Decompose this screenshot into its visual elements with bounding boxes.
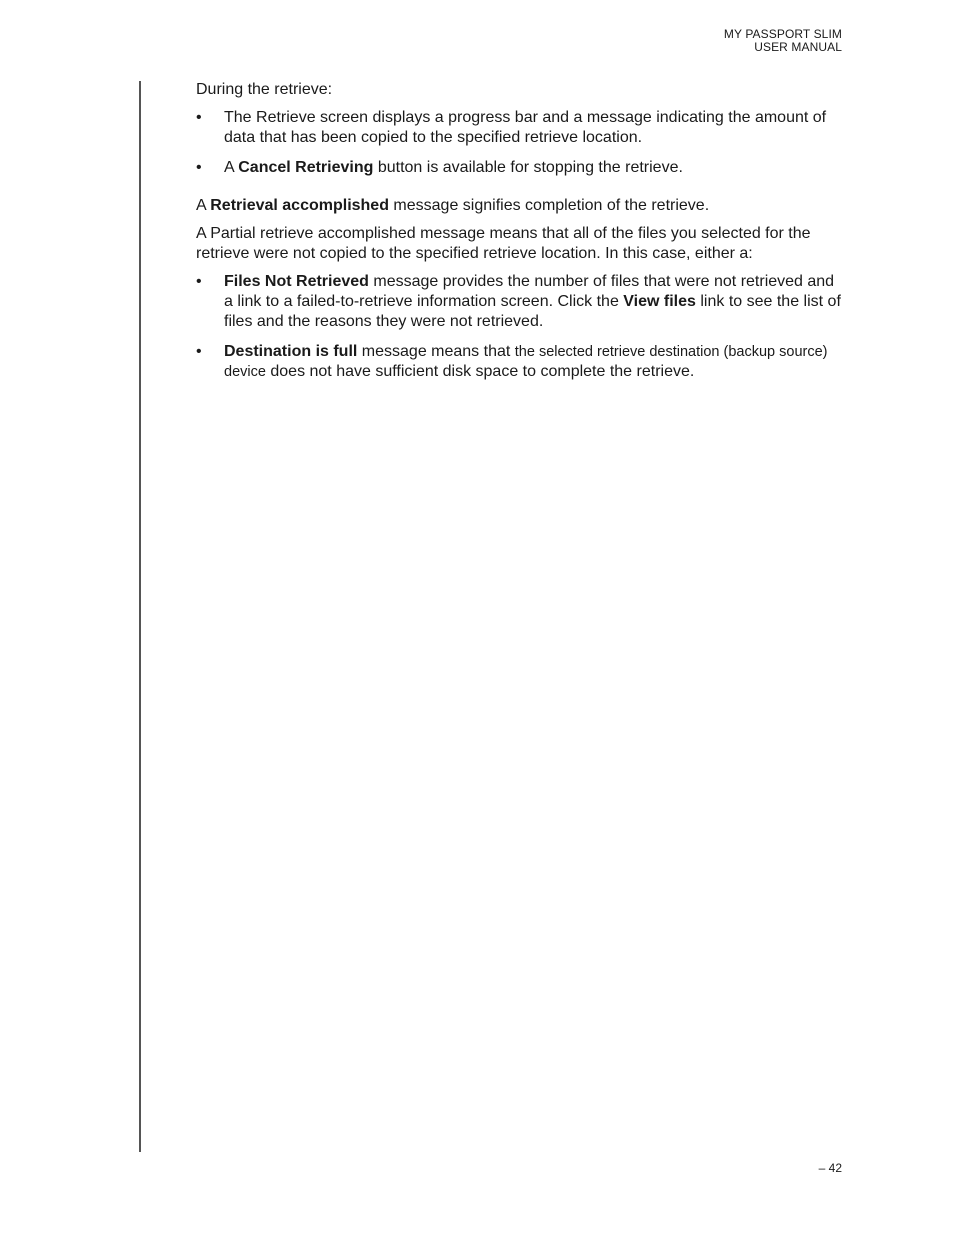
list-item	[196, 158, 842, 178]
header-product-name: MY PASSPORT SLIM	[723, 27, 842, 41]
accomplished-suffix: message signifies completion of the retrieve.	[388, 197, 710, 214]
destination-device-text: the selected retrieve destination (backup source) device	[224, 344, 828, 380]
list-item-text: The Retrieve screen displays a progress bar and a message indicating the amount of data that has been copied to the specified retrieve location.	[224, 109, 827, 146]
destination-full-term: Destination is full	[224, 343, 358, 360]
bullet-icon: •	[196, 159, 202, 176]
margin-rule	[139, 81, 141, 1152]
bullet-icon: •	[196, 343, 202, 360]
cancel-retrieving-term: Cancel Retrieving	[238, 159, 374, 176]
bullet-icon: •	[196, 273, 202, 290]
partial-retrieve-paragraph: A Partial retrieve accomplished message means that all of the files you selected for the retrieve were not copied to the specified retrieve location. In this case, either a:	[196, 225, 811, 262]
intro-paragraph: During the retrieve:	[196, 81, 333, 98]
view-files-term: View files	[623, 293, 696, 310]
bullet-icon: •	[196, 109, 202, 126]
list-item-suffix: link to see the list of files and the reasons they were not retrieved.	[224, 293, 841, 330]
files-not-retrieved-term: Files Not Retrieved	[224, 273, 369, 290]
partial-retrieve-list	[196, 272, 842, 382]
accomplished-paragraph	[196, 196, 842, 216]
retrieval-accomplished-term: Retrieval accomplished	[210, 197, 389, 214]
list-item	[196, 108, 842, 148]
accomplished-prefix: A	[196, 197, 211, 214]
page-content	[196, 80, 842, 392]
page-number: – 42	[818, 1161, 842, 1175]
list-item-prefix: A	[224, 159, 239, 176]
header-document-type: USER MANUAL	[754, 40, 842, 54]
list-item-suffix: does not have sufficient disk space to complete the retrieve.	[265, 363, 695, 380]
list-item	[196, 272, 842, 332]
retrieve-progress-list	[196, 108, 842, 178]
list-item-text: message means that	[357, 343, 515, 360]
list-item	[196, 342, 842, 382]
list-item-text: message provides the number of files that were not retrieved and a link to a failed-to-retrieve information screen. Click the	[224, 273, 835, 310]
running-header	[724, 28, 842, 54]
list-item-suffix: button is available for stopping the retrieve.	[373, 159, 683, 176]
